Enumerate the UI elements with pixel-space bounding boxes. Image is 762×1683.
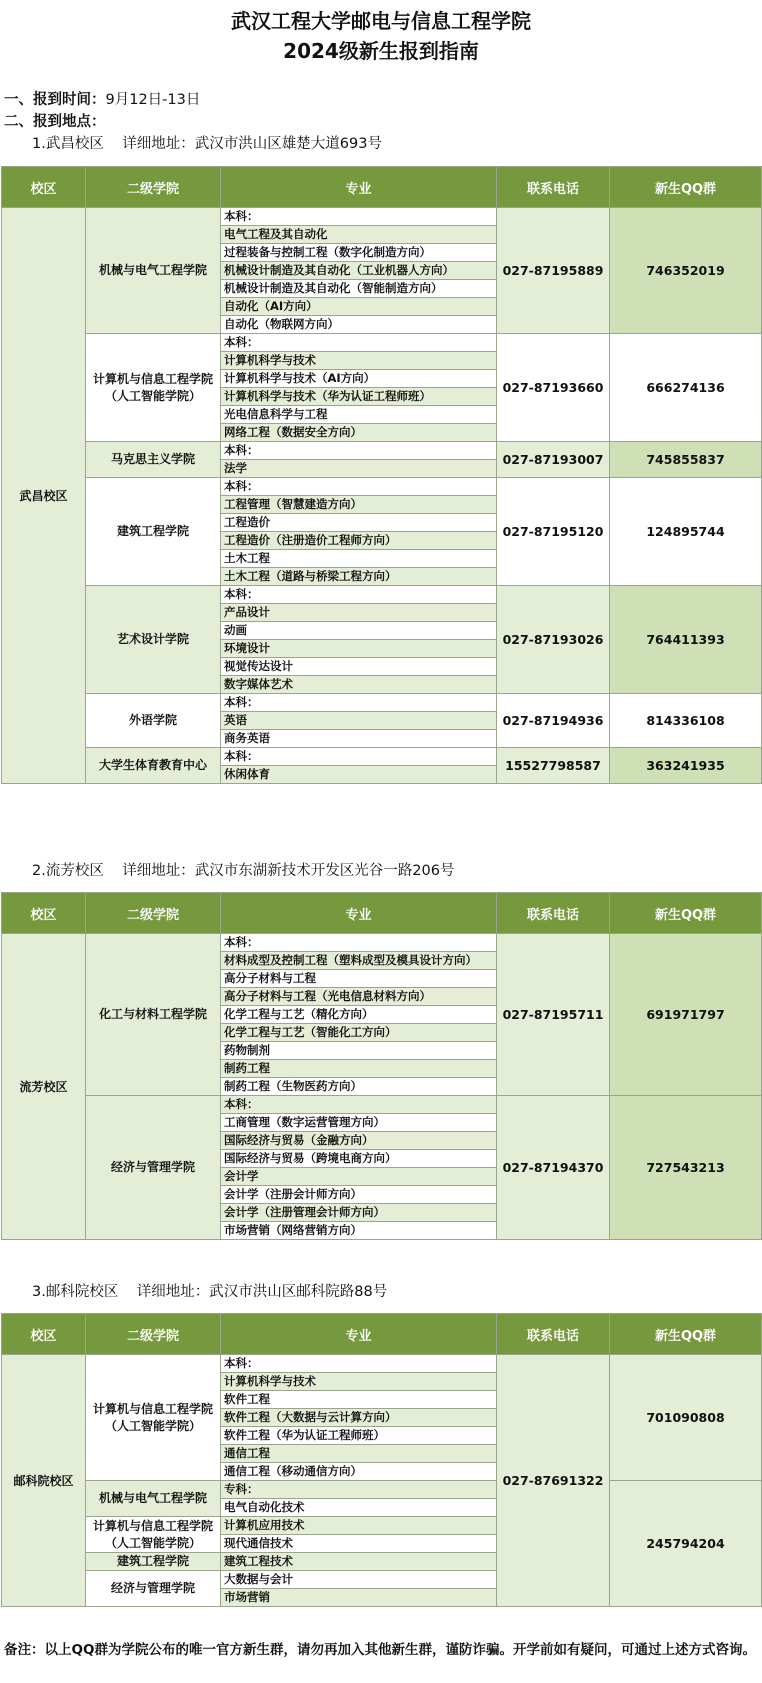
header-phone: 联系电话: [497, 167, 610, 208]
header-college: 二级学院: [86, 1314, 221, 1355]
college-cell: 外语学院: [86, 694, 221, 748]
major-cell: 高分子材料与工程: [221, 970, 497, 988]
major-cell: 计算机科学与技术: [221, 1373, 497, 1391]
report-place-label: 二、报到地点：: [4, 114, 106, 130]
address-label: 详细地址：: [122, 863, 195, 879]
phone-cell: 027-87193660: [497, 334, 610, 442]
major-cell: 本科：: [221, 208, 497, 226]
phone-cell: 027-87691322: [497, 1355, 610, 1607]
campus-heading-wuchang: [32, 132, 382, 153]
header-major: 专业: [221, 167, 497, 208]
header-college: 二级学院: [86, 167, 221, 208]
major-cell: 通信工程（移动通信方向）: [221, 1463, 497, 1481]
major-cell: 软件工程: [221, 1391, 497, 1409]
major-cell: 本科：: [221, 1355, 497, 1373]
college-name: 计算机与信息工程学院: [92, 1401, 213, 1416]
table-header-row: [2, 1314, 762, 1355]
major-cell: 大数据与会计: [221, 1571, 497, 1589]
header-campus: 校区: [2, 1314, 86, 1355]
phone-cell: 15527798587: [497, 748, 610, 784]
table-youkeyuan: [1, 1313, 762, 1607]
campus-cell: 武昌校区: [2, 208, 86, 784]
major-cell: 电气工程及其自动化: [221, 226, 497, 244]
table-row: [2, 934, 762, 952]
page-title: [0, 6, 762, 66]
table-header-row: [2, 893, 762, 934]
table-row: [2, 478, 762, 496]
campus-address: 武汉市东湖新技术开发区光谷一路206号: [194, 863, 455, 879]
major-cell: 本科：: [221, 478, 497, 496]
major-cell: 国际经济与贸易（金融方向）: [221, 1132, 497, 1150]
major-cell: 法学: [221, 460, 497, 478]
campus-address: 武汉市洪山区雄楚大道693号: [194, 136, 382, 152]
qq-cell: 764411393: [610, 586, 762, 694]
college-cell: 经济与管理学院: [86, 1571, 221, 1607]
major-cell: 国际经济与贸易（跨境电商方向）: [221, 1150, 497, 1168]
table-row: [2, 1096, 762, 1114]
qq-cell: 746352019: [610, 208, 762, 334]
major-cell: 会计学: [221, 1168, 497, 1186]
campus-heading-youkeyuan: [32, 1280, 387, 1301]
major-cell: 计算机应用技术: [221, 1517, 497, 1535]
qq-cell: 124895744: [610, 478, 762, 586]
major-cell: 本科：: [221, 586, 497, 604]
phone-cell: 027-87194370: [497, 1096, 610, 1240]
table-row: [2, 748, 762, 766]
header-major: 专业: [221, 1314, 497, 1355]
table-row: [2, 208, 762, 226]
major-cell: 本科：: [221, 1096, 497, 1114]
table-liufang: [1, 892, 762, 1240]
college-cell: [86, 334, 221, 442]
major-cell: 建筑工程技术: [221, 1553, 497, 1571]
major-cell: 软件工程（华为认证工程师班）: [221, 1427, 497, 1445]
major-cell: 动画: [221, 622, 497, 640]
major-cell: 机械设计制造及其自动化（工业机器人方向）: [221, 262, 497, 280]
report-time-value: 9月12日-13日: [105, 92, 201, 108]
major-cell: 材料成型及控制工程（塑料成型及模具设计方向）: [221, 952, 497, 970]
major-cell: 制药工程: [221, 1060, 497, 1078]
major-cell: 工商管理（数字运营管理方向）: [221, 1114, 497, 1132]
phone-cell: 027-87193026: [497, 586, 610, 694]
major-cell: 自动化（物联网方向）: [221, 316, 497, 334]
college-name-sub: （人工智能学院）: [104, 1535, 201, 1550]
major-cell: 制药工程（生物医药方向）: [221, 1078, 497, 1096]
major-cell: 市场营销: [221, 1589, 497, 1607]
table-row: [2, 694, 762, 712]
qq-cell: 363241935: [610, 748, 762, 784]
major-cell: 光电信息科学与工程: [221, 406, 497, 424]
major-cell: 本科：: [221, 442, 497, 460]
major-cell: 工程造价（注册造价工程师方向）: [221, 532, 497, 550]
qq-cell: 666274136: [610, 334, 762, 442]
address-label: 详细地址：: [136, 1284, 210, 1300]
major-cell: 现代通信技术: [221, 1535, 497, 1553]
phone-cell: 027-87194936: [497, 694, 610, 748]
table-row: [2, 1481, 762, 1499]
header-campus: 校区: [2, 167, 86, 208]
college-name-sub: （人工智能学院）: [104, 1418, 201, 1433]
major-cell: 电气自动化技术: [221, 1499, 497, 1517]
college-name: 计算机与信息工程学院: [92, 1518, 213, 1533]
major-cell: 通信工程: [221, 1445, 497, 1463]
major-cell: 高分子材料与工程（光电信息材料方向）: [221, 988, 497, 1006]
major-cell: 药物制剂: [221, 1042, 497, 1060]
header-major: 专业: [221, 893, 497, 934]
major-cell: 过程装备与控制工程（数字化制造方向）: [221, 244, 497, 262]
qq-cell: 814336108: [610, 694, 762, 748]
campus-address: 武汉市洪山区邮科院路88号: [209, 1284, 388, 1300]
phone-cell: 027-87193007: [497, 442, 610, 478]
college-cell: 建筑工程学院: [86, 478, 221, 586]
table-header-row: [2, 167, 762, 208]
college-cell: 大学生体育教育中心: [86, 748, 221, 784]
table-row: [2, 586, 762, 604]
title-line-2: 2024级新生报到指南: [283, 39, 479, 63]
major-cell: 会计学（注册会计师方向）: [221, 1186, 497, 1204]
campus-cell: 流芳校区: [2, 934, 86, 1240]
qq-cell: 245794204: [610, 1481, 762, 1607]
major-cell: 土木工程（道路与桥梁工程方向）: [221, 568, 497, 586]
major-cell: 商务英语: [221, 730, 497, 748]
college-cell: 经济与管理学院: [86, 1096, 221, 1240]
report-time-label: 一、报到时间：: [4, 92, 106, 108]
college-cell: [86, 1355, 221, 1481]
campus-heading-liufang: [32, 859, 454, 880]
major-cell: 本科：: [221, 934, 497, 952]
major-cell: 产品设计: [221, 604, 497, 622]
college-cell: 化工与材料工程学院: [86, 934, 221, 1096]
college-cell: 机械与电气工程学院: [86, 1481, 221, 1517]
note-label: 备注：: [4, 1642, 45, 1658]
table-row: [2, 442, 762, 460]
major-cell: 化学工程与工艺（精化方向）: [221, 1006, 497, 1024]
major-cell: 计算机科学与技术（华为认证工程师班）: [221, 388, 497, 406]
table-row: [2, 334, 762, 352]
college-name-sub: （人工智能学院）: [104, 388, 201, 403]
major-cell: 会计学（注册管理会计师方向）: [221, 1204, 497, 1222]
header-campus: 校区: [2, 893, 86, 934]
header-qq: 新生QQ群: [610, 167, 762, 208]
major-cell: 自动化（AI方向）: [221, 298, 497, 316]
college-cell: 艺术设计学院: [86, 586, 221, 694]
phone-cell: 027-87195711: [497, 934, 610, 1096]
qq-cell: 701090808: [610, 1355, 762, 1481]
campus-cell: 邮科院校区: [2, 1355, 86, 1607]
qq-cell: 745855837: [610, 442, 762, 478]
major-cell: 本科：: [221, 334, 497, 352]
major-cell: 网络工程（数据安全方向）: [221, 424, 497, 442]
report-time: [4, 88, 200, 109]
table-wuchang: [1, 166, 762, 784]
major-cell: 专科：: [221, 1481, 497, 1499]
major-cell: 工程管理（智慧建造方向）: [221, 496, 497, 514]
major-cell: 市场营销（网络营销方向）: [221, 1222, 497, 1240]
campus-heading-title: 3.邮科院校区: [32, 1284, 119, 1300]
qq-cell: 691971797: [610, 934, 762, 1096]
college-cell: 马克思主义学院: [86, 442, 221, 478]
college-cell: 机械与电气工程学院: [86, 208, 221, 334]
major-cell: 本科：: [221, 694, 497, 712]
college-name: 计算机与信息工程学院: [92, 371, 213, 386]
major-cell: 土木工程: [221, 550, 497, 568]
major-cell: 本科：: [221, 748, 497, 766]
phone-cell: 027-87195120: [497, 478, 610, 586]
major-cell: 软件工程（大数据与云计算方向）: [221, 1409, 497, 1427]
header-qq: 新生QQ群: [610, 893, 762, 934]
major-cell: 计算机科学与技术: [221, 352, 497, 370]
note-text: 以上QQ群为学院公布的唯一官方新生群，请勿再加入其他新生群，谨防诈骗。开学前如有疑问，可通过上述方式咨询。: [44, 1642, 756, 1658]
header-phone: 联系电话: [497, 893, 610, 934]
major-cell: 工程造价: [221, 514, 497, 532]
header-phone: 联系电话: [497, 1314, 610, 1355]
major-cell: 环境设计: [221, 640, 497, 658]
qq-cell: 727543213: [610, 1096, 762, 1240]
campus-heading-title: 1.武昌校区: [32, 136, 104, 152]
phone-cell: 027-87195889: [497, 208, 610, 334]
college-cell: 建筑工程学院: [86, 1553, 221, 1571]
major-cell: 化学工程与工艺（智能化工方向）: [221, 1024, 497, 1042]
major-cell: 计算机科学与技术（AI方向）: [221, 370, 497, 388]
college-cell: [86, 1517, 221, 1553]
table-row: [2, 1355, 762, 1373]
address-label: 详细地址：: [122, 136, 195, 152]
header-qq: 新生QQ群: [610, 1314, 762, 1355]
title-line-1: 武汉工程大学邮电与信息工程学院: [231, 9, 531, 33]
major-cell: 英语: [221, 712, 497, 730]
major-cell: 机械设计制造及其自动化（智能制造方向）: [221, 280, 497, 298]
campus-heading-title: 2.流芳校区: [32, 863, 104, 879]
major-cell: 数字媒体艺术: [221, 676, 497, 694]
major-cell: 休闲体育: [221, 766, 497, 784]
footer-note: [4, 1640, 756, 1660]
major-cell: 视觉传达设计: [221, 658, 497, 676]
header-college: 二级学院: [86, 893, 221, 934]
